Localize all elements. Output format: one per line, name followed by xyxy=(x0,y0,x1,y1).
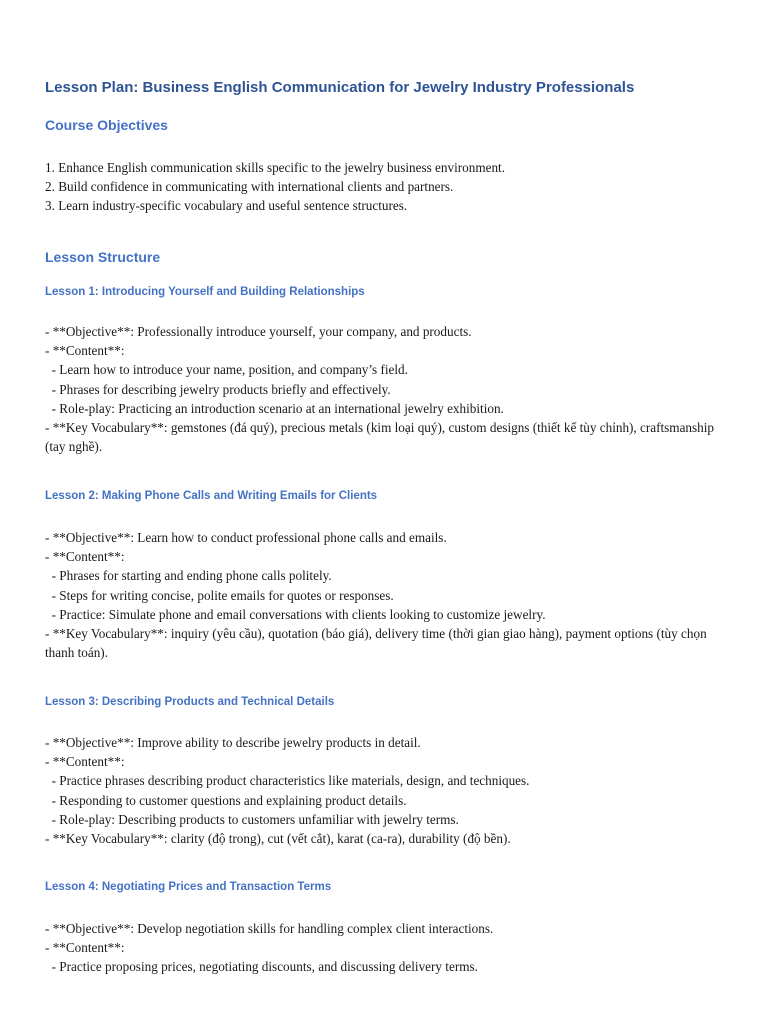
lesson-line: - Role-play: Practicing an introduction scenario at an international jewelry exhibition. xyxy=(45,400,504,416)
lesson-line: - Learn how to introduce your name, position, and company’s field. xyxy=(45,362,408,378)
objective-item: 3. Learn industry-specific vocabulary and useful sentence structures. xyxy=(45,198,408,214)
lesson-1-body xyxy=(45,322,735,456)
lesson-line: - **Objective**: Learn how to conduct professional phone calls and emails. xyxy=(45,530,447,545)
lesson-line: - Practice proposing prices, negotiating discounts, and discussing delivery terms. xyxy=(45,959,478,975)
lesson-2-body xyxy=(45,528,735,662)
objectives-list xyxy=(45,158,735,216)
lesson-line: - **Key Vocabulary**: clarity (độ trong), cut (vết cắt), karat (ca-ra), durability (độ bền). xyxy=(45,831,511,847)
lesson-line: - **Objective**: Improve ability to describe jewelry products in detail. xyxy=(45,735,421,750)
lesson-line: - **Content**: xyxy=(45,940,125,956)
lesson-structure-heading: Lesson Structure xyxy=(45,249,161,265)
lesson-2-heading: Lesson 2: Making Phone Calls and Writing Emails for Clients xyxy=(45,490,378,502)
lesson-3-body xyxy=(45,733,735,848)
lesson-line: - Steps for writing concise, polite emails for quotes or responses. xyxy=(45,587,394,603)
lesson-3-heading: Lesson 3: Describing Products and Technical Details xyxy=(45,696,335,708)
lesson-line: - **Content**: xyxy=(45,343,125,359)
lesson-line: - **Key Vocabulary**: inquiry (yêu cầu), quotation (báo giá), delivery time (thời gian giao hàng), payment options (tùy chọn thanh toán). xyxy=(45,626,710,661)
lesson-1-heading: Lesson 1: Introducing Yourself and Building Relationships xyxy=(45,286,365,298)
lesson-line: - **Content**: xyxy=(45,754,125,770)
lesson-line: - **Key Vocabulary**: gemstones (đá quý), precious metals (kim loại quý), custom designs (thiết kế tùy chỉnh), craftsmanship (tay nghề). xyxy=(45,420,718,455)
document-title: Lesson Plan: Business English Communication for Jewelry Industry Professionals xyxy=(45,79,635,96)
lesson-line: - Role-play: Describing products to customers unfamiliar with jewelry terms. xyxy=(45,811,459,827)
lesson-line: - Responding to customer questions and explaining product details. xyxy=(45,792,407,808)
lesson-line: - Practice: Simulate phone and email conversations with clients looking to customize jewelry. xyxy=(45,606,546,622)
objective-item: 2. Build confidence in communicating with international clients and partners. xyxy=(45,179,454,195)
lesson-4-body xyxy=(45,919,735,977)
objective-item: 1. Enhance English communication skills specific to the jewelry business environment. xyxy=(45,160,505,175)
lesson-line: - Phrases for starting and ending phone calls politely. xyxy=(45,568,332,584)
lesson-4-heading: Lesson 4: Negotiating Prices and Transaction Terms xyxy=(45,881,332,893)
lesson-line: - **Objective**: Develop negotiation skills for handling complex client interactions. xyxy=(45,921,494,936)
lesson-line: - **Content**: xyxy=(45,549,125,565)
lesson-line: - **Objective**: Professionally introduce yourself, your company, and products. xyxy=(45,324,472,339)
course-objectives-heading: Course Objectives xyxy=(45,117,168,133)
lesson-line: - Practice phrases describing product characteristics like materials, design, and techniques. xyxy=(45,773,530,789)
lesson-line: - Phrases for describing jewelry products briefly and effectively. xyxy=(45,381,391,397)
